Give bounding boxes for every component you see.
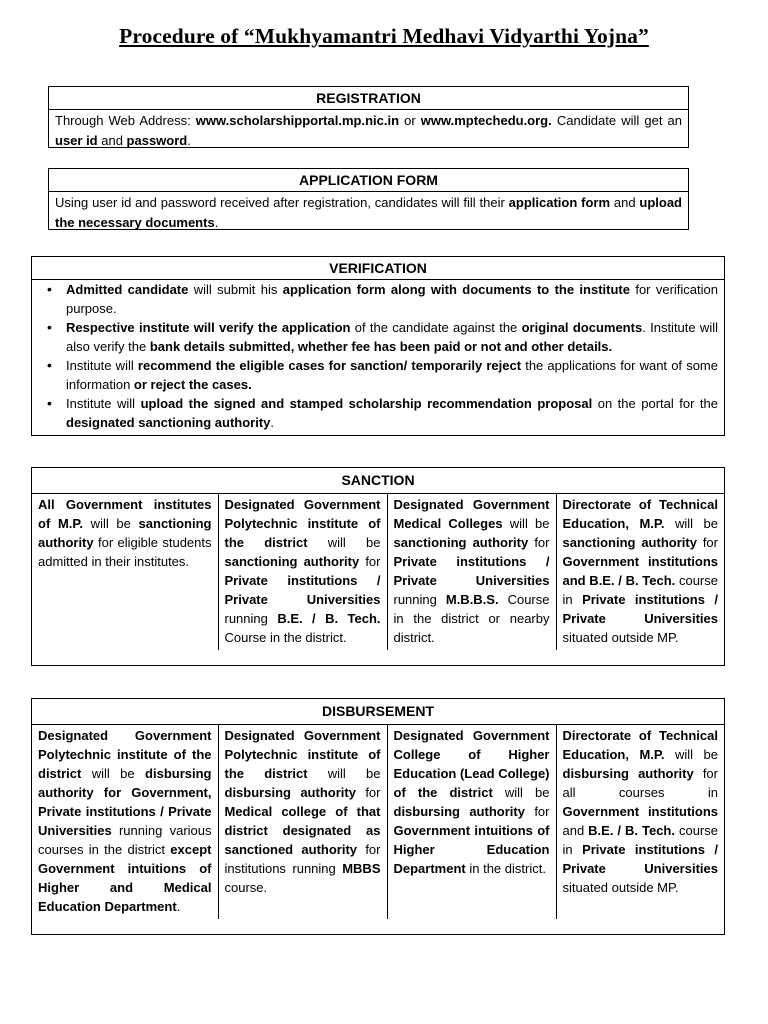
- registration-section: [48, 86, 689, 148]
- disbursement-cell-lead-college: Designated Government College of Higher Education (Lead College) of the district will be disbursing authority for Government intuitions of Higher Education Department in the district.: [387, 725, 556, 919]
- application-form-heading: APPLICATION FORM: [49, 169, 688, 192]
- disbursement-section: [31, 698, 725, 935]
- sanction-heading: SANCTION: [32, 468, 724, 494]
- sanction-section: [31, 467, 725, 666]
- verification-heading: VERIFICATION: [32, 257, 724, 280]
- table-row: [32, 494, 724, 650]
- sanction-cell-polytechnic: Designated Government Polytechnic institute of the district will be sanctioning authority for Private institutions / Private Universities running B.E. / B. Tech. Course in the district.: [218, 494, 387, 650]
- sanction-cell-dte: Directorate of Technical Education, M.P. will be sanctioning authority for Government institutions and B.E. / B. Tech. course in Private institutions / Private Universities situated outside MP.: [562, 497, 718, 645]
- sanction-cell-medical-colleges: Designated Government Medical Colleges will be sanctioning authority for Private institutions / Private Universities running M.B.B.S. Course in the district or nearby district.: [387, 494, 556, 650]
- disbursement-cell-polytechnic-general: Designated Government Polytechnic institute of the district will be disbursing authority for Government, Private institutions / Private Universities running various courses in the district except Government intuitions of Higher and Medical Education Department.: [32, 725, 218, 919]
- list-item: • Institute will upload the signed and stamped scholarship recommendation proposal on the portal for the designated sanctioning authority.: [66, 394, 718, 432]
- disbursement-cell-dte: Directorate of Technical Education, M.P. will be disbursing authority for all courses in Government institutions and B.E. / B. Tech. course in Private institutions / Private Universities situated outside MP.: [562, 728, 718, 895]
- page-title: Procedure of “Mukhyamantri Medhavi Vidyarthi Yojna”: [119, 24, 649, 48]
- disbursement-heading: DISBURSEMENT: [32, 699, 724, 725]
- table-row: [32, 725, 724, 919]
- list-item: • Respective institute will verify the application of the candidate against the original documents. Institute will also verify the bank details submitted, whether fee has been paid or not and other details.: [66, 318, 718, 356]
- list-item: • Institute will recommend the eligible cases for sanction/ temporarily reject the applications for want of some information or reject the cases.: [66, 356, 718, 394]
- disbursement-table: [32, 725, 724, 919]
- application-form-section: [48, 168, 689, 230]
- registration-text: Through Web Address: www.scholarshipportal.mp.nic.in or www.mptechedu.org. Candidate will get an user id and password.: [55, 113, 682, 148]
- portal-url-1: www.scholarshipportal.mp.nic.in: [195, 113, 400, 128]
- verification-section: [31, 256, 725, 436]
- portal-url-2: www.mptechedu.org.: [420, 113, 552, 128]
- disbursement-cell-polytechnic-medical: Designated Government Polytechnic institute of the district will be disbursing authority for Medical college of that district designated as sanctioned authority for institutions running MBBS course.: [218, 725, 387, 919]
- application-form-text: Using user id and password received after registration, candidates will fill their application form and upload the necessary documents.: [55, 195, 682, 230]
- sanction-table: [32, 494, 724, 650]
- registration-heading: REGISTRATION: [49, 87, 688, 110]
- verification-list: [32, 280, 724, 432]
- sanction-cell-govt-institutes: All Government institutes of M.P. will be sanctioning authority for eligible students admitted in their institutes.: [32, 494, 218, 650]
- list-item: • Admitted candidate will submit his application form along with documents to the institute for verification purpose.: [66, 280, 718, 318]
